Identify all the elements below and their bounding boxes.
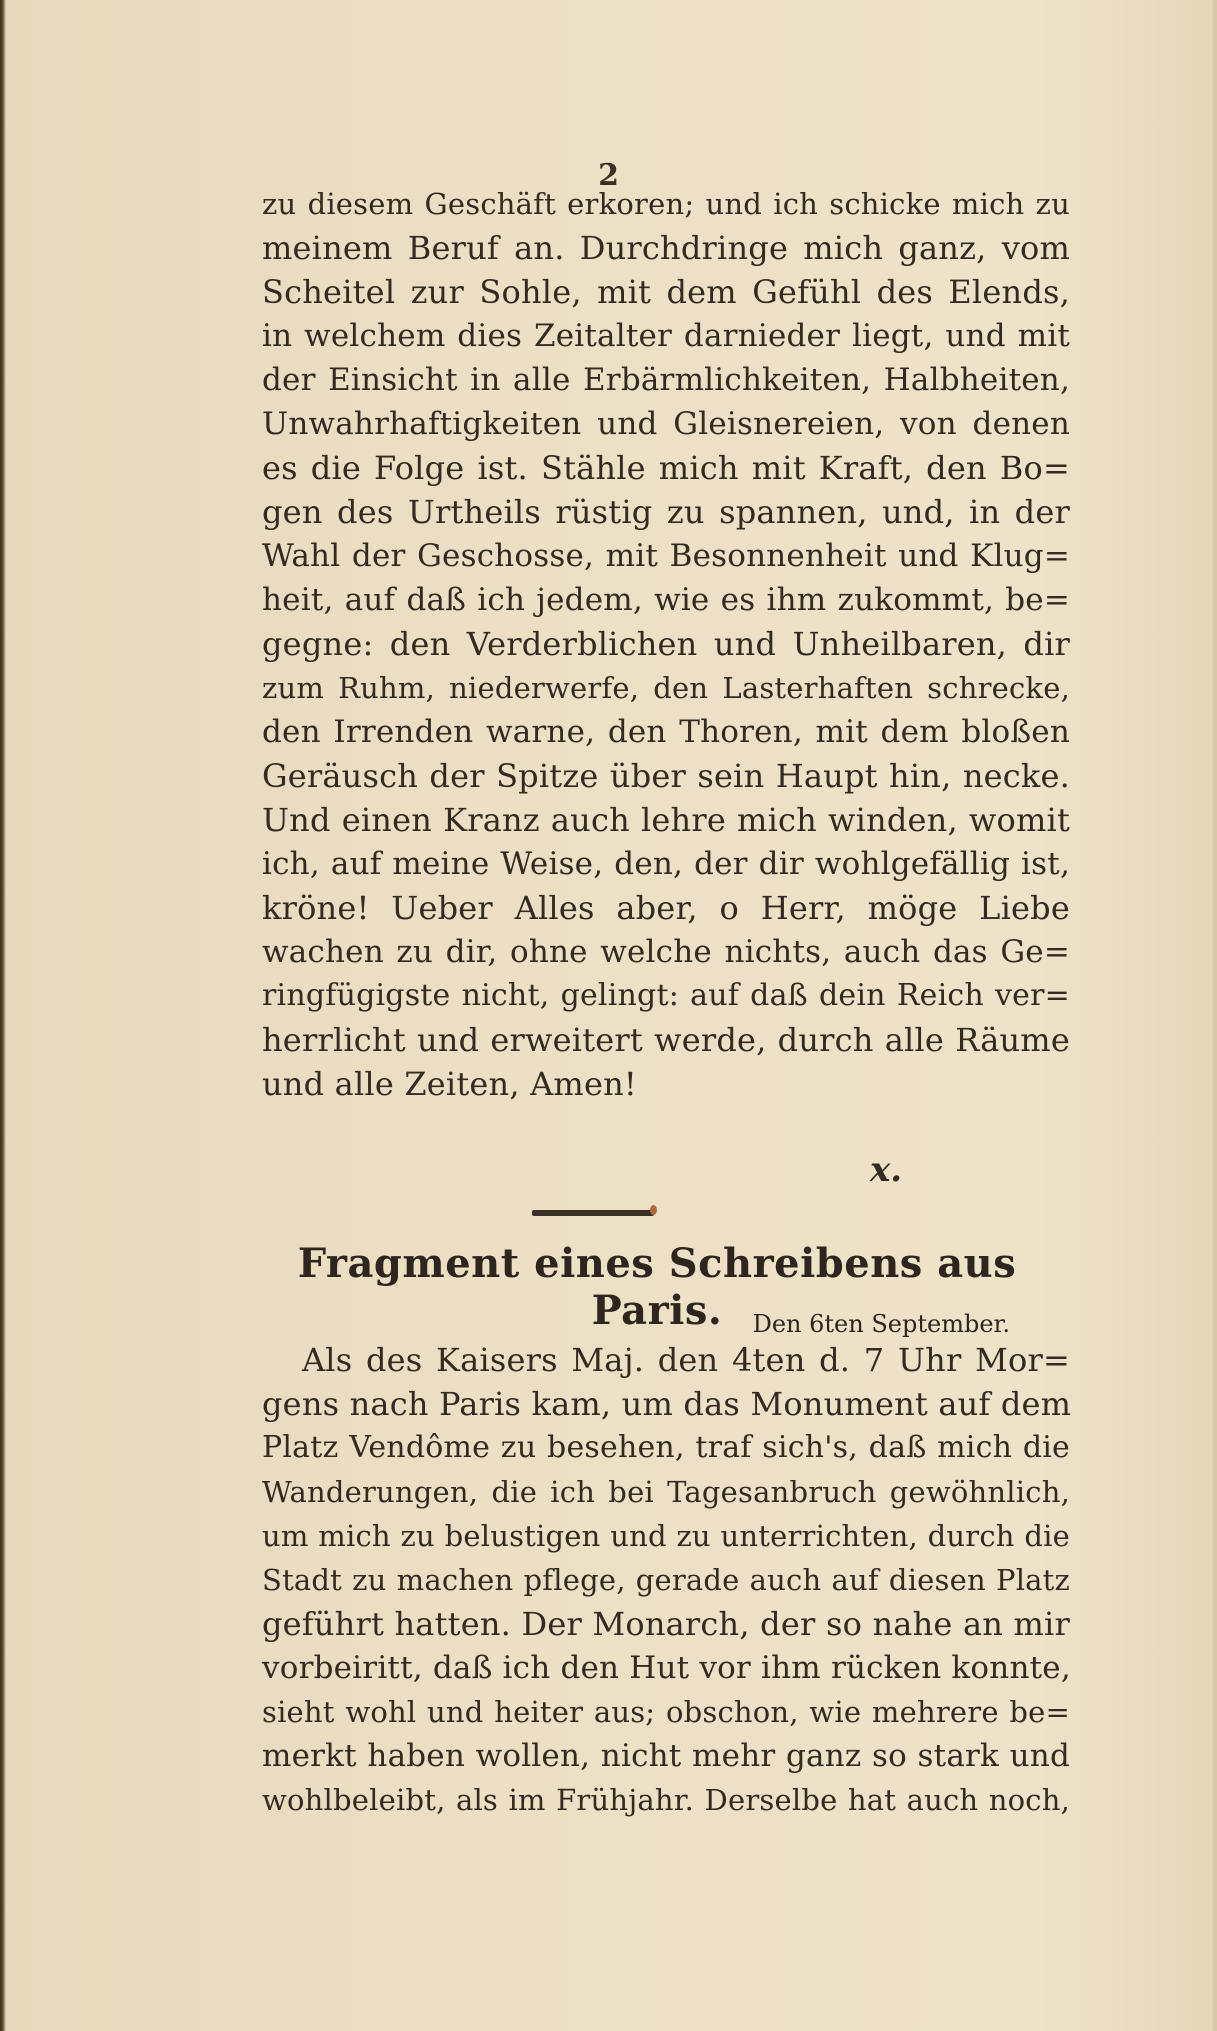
text-line: Stadt zu machen pflege, gerade auch auf diesen Platz xyxy=(262,1563,1070,1597)
text-line: merkt haben wollen, nicht mehr ganz so stark und xyxy=(262,1738,1070,1774)
text-line: Unwahrhaftigkeiten und Gleisnereien, von denen xyxy=(262,406,1070,442)
text-line: Und einen Kranz auch lehre mich winden, womit xyxy=(262,801,1070,839)
author-signature: x. xyxy=(870,1150,903,1190)
text-line: und alle Zeiten, Amen! xyxy=(262,1065,637,1103)
section-divider-rule xyxy=(532,1210,654,1216)
text-line: heit, auf daß ich jedem, wie es ihm zukommt, be= xyxy=(262,582,1070,618)
text-line: geführt hatten. Der Monarch, der so nahe an mir xyxy=(262,1605,1070,1643)
text-line: gens nach Paris kam, um das Monument auf dem xyxy=(262,1385,1072,1423)
text-line: zu diesem Geschäft erkoren; und ich schicke mich zu xyxy=(262,187,1070,221)
text-line: den Irrenden warne, den Thoren, mit dem bloßen xyxy=(262,714,1070,750)
text-line: ich, auf meine Weise, den, der dir wohlgefällig ist, xyxy=(262,846,1070,882)
text-line: kröne! Ueber Alles aber, o Herr, möge Liebe xyxy=(262,889,1070,927)
text-line: Platz Vendôme zu besehen, traf sich's, daß mich die xyxy=(262,1430,1070,1465)
text-line: ringfügigste nicht, gelingt: auf daß dein Reich ver= xyxy=(262,978,1070,1013)
text-line: der Einsicht in alle Erbärmlichkeiten, Halbheiten, xyxy=(262,362,1070,398)
text-line: Geräusch der Spitze über sein Haupt hin, necke. xyxy=(262,757,1070,795)
text-line: zum Ruhm, niederwerfe, den Lasterhaften schrecke, xyxy=(262,671,1070,705)
prayer-text-block xyxy=(262,182,1070,1106)
text-line: meinem Beruf an. Durchdringe mich ganz, vom xyxy=(262,229,1070,267)
text-line: gen des Urtheils rüstig zu spannen, und, in der xyxy=(262,493,1070,531)
text-line: vorbeiritt, daß ich den Hut vor ihm rücken konnte, xyxy=(262,1650,1071,1686)
text-line: es die Folge ist. Stähle mich mit Kraft, den Bo= xyxy=(262,449,1070,487)
text-line: sieht wohl und heiter aus; obschon, wie mehrere be= xyxy=(262,1695,1070,1729)
text-line: Wahl der Geschosse, mit Besonnenheit und Klug= xyxy=(262,538,1070,574)
article-title: Fragment eines Schreibens aus Paris. xyxy=(297,1240,1017,1334)
text-line: Scheitel zur Sohle, mit dem Gefühl des Elends, xyxy=(262,273,1070,311)
article-text-block xyxy=(262,1338,1070,1822)
page-edge xyxy=(1213,0,1217,2031)
text-line: herrlicht und erweitert werde, durch alle Räume xyxy=(262,1021,1070,1059)
text-line: wohlbeleibt, als im Frühjahr. Derselbe hat auch noch, xyxy=(262,1783,1070,1817)
text-line: Wanderungen, die ich bei Tagesanbruch gewöhnlich, xyxy=(262,1475,1070,1509)
text-line: Als des Kaisers Maj. den 4ten d. 7 Uhr Mor= xyxy=(302,1341,1070,1379)
article-dateline: Den 6ten September. xyxy=(752,1310,1010,1338)
text-line: um mich zu belustigen und zu unterrichten, durch die xyxy=(262,1519,1070,1553)
text-line: gegne: den Verderblichen und Unheilbaren, dir xyxy=(262,625,1070,663)
text-line: in welchem dies Zeitalter darnieder liegt, und mit xyxy=(262,318,1070,354)
page-number: 2 xyxy=(598,158,619,193)
paper-stain xyxy=(650,1205,657,1215)
text-line: wachen zu dir, ohne welche nichts, auch das Ge= xyxy=(262,934,1070,970)
